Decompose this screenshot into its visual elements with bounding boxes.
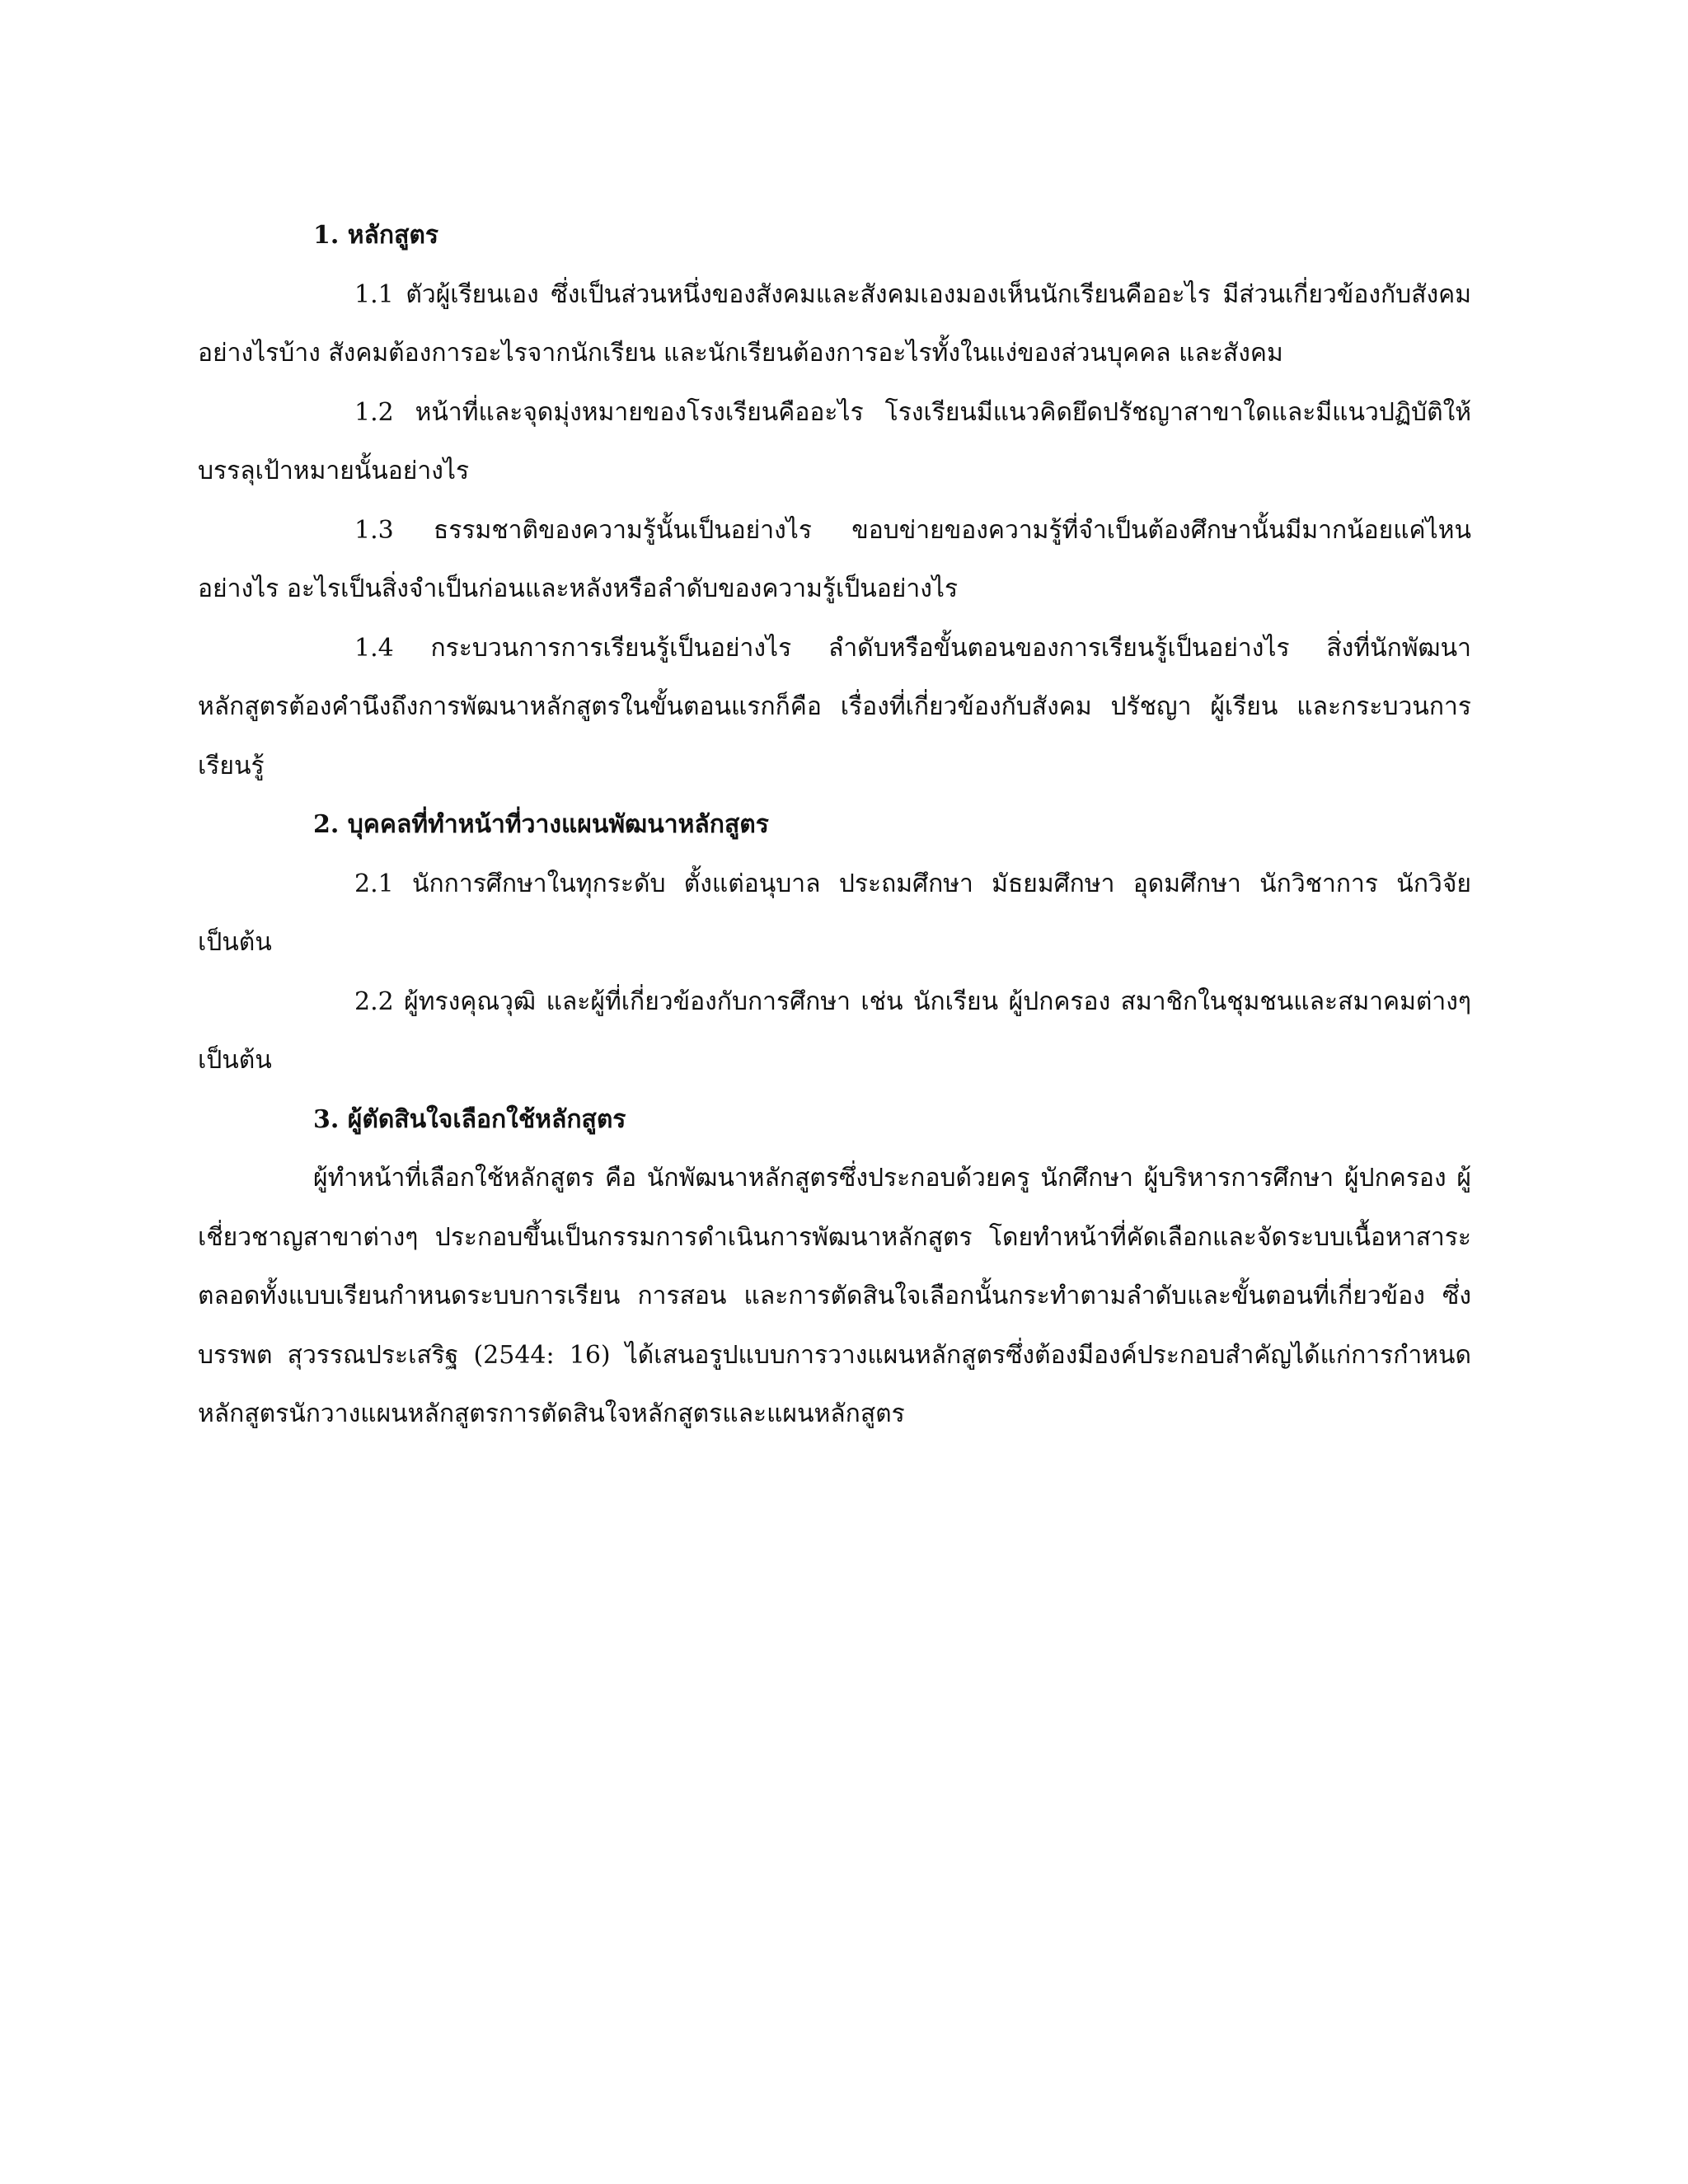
section-2-item-1: 2.1 นักการศึกษาในทุกระดับ ตั้งแต่อนุบาล ประถมศึกษา มัธยมศึกษา อุดมศึกษา นักวิชาการ นักวิจัย เป็นต้น <box>198 869 1471 957</box>
section-1-item-4: 1.4 กระบวนการการเรียนรู้เป็นอย่างไร ลำดับหรือขั้นตอนของการเรียนรู้เป็นอย่างไร สิ่งที่นักพัฒนาหลักสูตรต้องคำนึงถึงการพัฒนาหลักสูตรในขั้นตอนแรกก็คือ เรื่องที่เกี่ยวข้องกับสังคม ปรัชญา ผู้เรียน และกระบวนการเรียนรู้ <box>198 633 1471 780</box>
section-1-item-3: 1.3 ธรรมชาติของความรู้นั้นเป็นอย่างไร ขอบข่ายของความรู้ที่จำเป็นต้องศึกษานั้นมีมากน้อยแค่ไหน อย่างไร อะไรเป็นสิ่งจำเป็นก่อนและหลังหรือลำดับของความรู้เป็นอย่างไร <box>198 515 1471 603</box>
section-1-heading: 1. หลักสูตร <box>313 221 438 250</box>
section-1-item-2: 1.2 หน้าที่และจุดมุ่งหมายของโรงเรียนคืออะไร โรงเรียนมีแนวคิดยึดปรัชญาสาขาใดและมีแนวปฏิบัติให้บรรลุเป้าหมายนั้นอย่างไร <box>198 397 1471 485</box>
section-1-item-1: 1.1 ตัวผู้เรียนเอง ซึ่งเป็นส่วนหนึ่งของสังคมและสังคมเองมองเห็นนักเรียนคืออะไร มีส่วนเกี่ยวข้องกับสังคมอย่างไรบ้าง สังคมต้องการอะไรจากนักเรียน และนักเรียนต้องการอะไรทั้งในแง่ของส่วนบุคคล และสังคม <box>198 279 1471 368</box>
section-2-heading: 2. บุคคลที่ทำหน้าที่วางแผนพัฒนาหลักสูตร <box>313 810 769 839</box>
section-3-heading: 3. ผู้ตัดสินใจเลือกใช้หลักสูตร <box>313 1104 626 1134</box>
section-2-item-2: 2.2 ผู้ทรงคุณวุฒิ และผู้ที่เกี่ยวข้องกับการศึกษา เช่น นักเรียน ผู้ปกครอง สมาชิกในชุมชนและสมาคมต่างๆ เป็นต้น <box>198 987 1471 1075</box>
document-body <box>198 206 1471 1444</box>
section-3-paragraph: ผู้ทำหน้าที่เลือกใช้หลักสูตร คือ นักพัฒนาหลักสูตรซึ่งประกอบด้วยครู นักศึกษา ผู้บริหารการศึกษา ผู้ปกครอง ผู้เชี่ยวชาญสาขาต่างๆ ประกอบขึ้นเป็นกรรมการดำเนินการพัฒนาหลักสูตร โดยทำหน้าที่คัดเลือกและจัดระบบเนื้อหาสาระตลอดทั้งแบบเรียนกำหนดระบบการเรียน การสอน และการตัดสินใจเลือกนั้นกระทำตามลำดับและขั้นตอนที่เกี่ยวข้อง ซึ่งบรรพต สุวรรณประเสริฐ (2544: 16) ได้เสนอรูปแบบการวางแผนหลักสูตรซึ่งต้องมีองค์ประกอบสำคัญได้แก่การกำหนดหลักสูตรนักวางแผนหลักสูตรการตัดสินใจหลักสูตรและแผนหลักสูตร <box>198 1164 1471 1428</box>
